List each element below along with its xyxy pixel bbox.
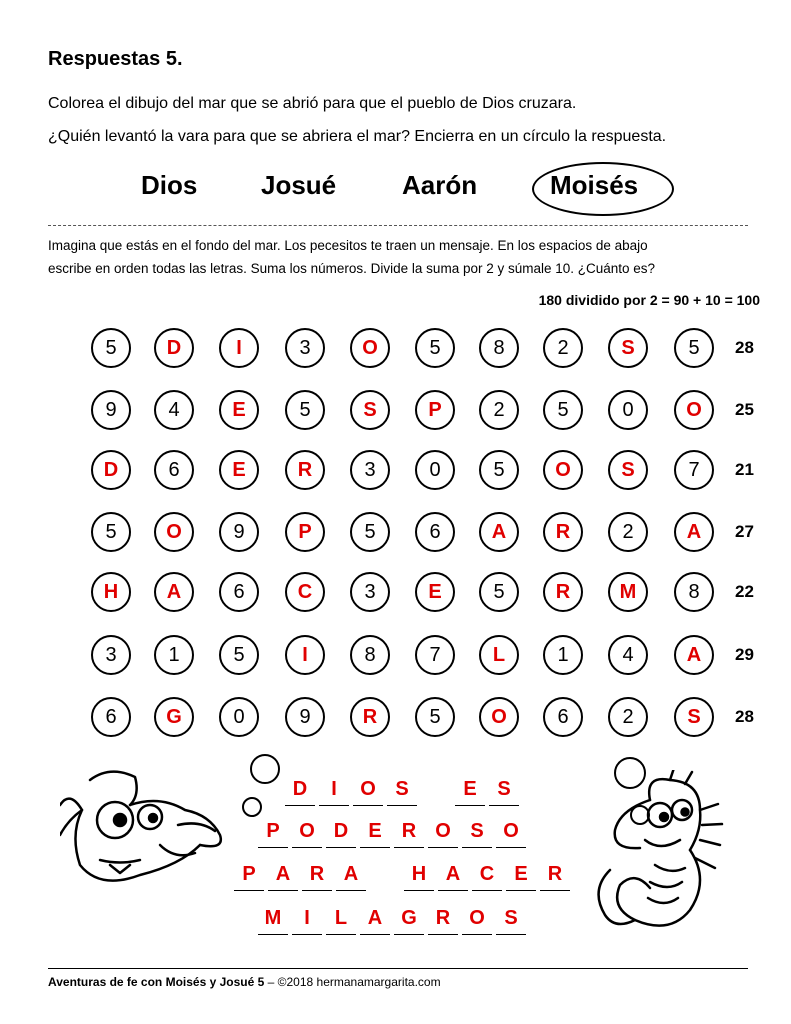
puzzle-instruction-2: escribe en orden todas las letras. Suma los números. Divide la suma por 2 y súmale 10. ¿Cuánto es? — [48, 261, 656, 276]
message-letter[interactable]: S — [460, 820, 494, 843]
grid-letter: S — [674, 697, 714, 737]
grid-number: 2 — [479, 390, 519, 430]
grid-number: 0 — [415, 450, 455, 490]
grid-number: 1 — [154, 635, 194, 675]
grid-letter: O — [674, 390, 714, 430]
grid-number: 5 — [91, 328, 131, 368]
grid-number: 7 — [674, 450, 714, 490]
choice-josue[interactable]: Josué — [261, 170, 337, 200]
grid-number: 6 — [415, 512, 455, 552]
footer-rule — [48, 968, 748, 969]
message-letter[interactable]: R — [392, 820, 426, 843]
row-sum: 29 — [735, 645, 754, 664]
grid-number: 3 — [285, 328, 325, 368]
row-sum: 28 — [735, 707, 754, 726]
message-letter[interactable]: A — [358, 907, 392, 930]
grid-number: 9 — [285, 697, 325, 737]
grid-number: 3 — [91, 635, 131, 675]
grid-number: 3 — [350, 450, 390, 490]
message-letter[interactable]: M — [256, 907, 290, 930]
grid-letter: O — [350, 328, 390, 368]
message-letter[interactable]: L — [324, 907, 358, 930]
grid-letter: R — [350, 697, 390, 737]
grid-letter: I — [219, 328, 259, 368]
grid-number: 7 — [415, 635, 455, 675]
grid-number: 3 — [350, 572, 390, 612]
grid-number: 5 — [479, 572, 519, 612]
message-line — [256, 907, 656, 947]
grid-number: 6 — [219, 572, 259, 612]
message-letter[interactable]: D — [283, 778, 317, 801]
message-letter[interactable]: E — [453, 778, 487, 801]
grid-number: 9 — [219, 512, 259, 552]
grid-letter: E — [219, 450, 259, 490]
message-letter[interactable]: D — [324, 820, 358, 843]
grid-letter: M — [608, 572, 648, 612]
grid-number: 5 — [415, 697, 455, 737]
grid-letter: G — [154, 697, 194, 737]
message-letter[interactable]: S — [494, 907, 528, 930]
message-letter[interactable]: R — [426, 907, 460, 930]
message-letter[interactable]: E — [358, 820, 392, 843]
message-line — [256, 820, 656, 860]
grid-number: 6 — [543, 697, 583, 737]
grid-number: 2 — [608, 697, 648, 737]
grid-letter: A — [154, 572, 194, 612]
grid-letter: S — [608, 450, 648, 490]
grid-letter: E — [219, 390, 259, 430]
choice-moises[interactable]: Moisés — [550, 170, 639, 200]
grid-letter: C — [285, 572, 325, 612]
message-letter[interactable]: I — [290, 907, 324, 930]
message-letter[interactable]: O — [460, 907, 494, 930]
grid-number: 0 — [608, 390, 648, 430]
grid-letter: L — [479, 635, 519, 675]
grid-letter: O — [479, 697, 519, 737]
grid-letter: D — [91, 450, 131, 490]
grid-number: 5 — [219, 635, 259, 675]
fish-illustration — [60, 765, 240, 895]
message-letter[interactable]: C — [470, 863, 504, 886]
grid-letter: S — [350, 390, 390, 430]
message-letter[interactable]: P — [256, 820, 290, 843]
message-letter[interactable]: O — [494, 820, 528, 843]
footer-credit: – ©2018 hermanamargarita.com — [264, 975, 441, 989]
grid-letter: A — [479, 512, 519, 552]
message-letter[interactable]: A — [334, 863, 368, 886]
grid-number: 9 — [91, 390, 131, 430]
grid-number: 2 — [608, 512, 648, 552]
grid-number: 2 — [543, 328, 583, 368]
footer — [48, 975, 441, 989]
grid-number: 5 — [479, 450, 519, 490]
grid-number: 5 — [350, 512, 390, 552]
grid-number: 6 — [154, 450, 194, 490]
choice-dios[interactable]: Dios — [141, 170, 198, 200]
grid-number: 8 — [479, 328, 519, 368]
grid-number: 1 — [543, 635, 583, 675]
grid-letter: P — [415, 390, 455, 430]
grid-number: 5 — [415, 328, 455, 368]
grid-number: 6 — [91, 697, 131, 737]
message-letter[interactable]: H — [402, 863, 436, 886]
message-letter[interactable]: R — [300, 863, 334, 886]
grid-letter: S — [608, 328, 648, 368]
grid-number: 8 — [674, 572, 714, 612]
message-letter[interactable]: G — [392, 907, 426, 930]
instruction-circle: ¿Quién levantó la vara para que se abriera el mar? Encierra en un círculo la respuesta. — [48, 128, 667, 145]
grid-letter: R — [543, 512, 583, 552]
grid-number: 4 — [608, 635, 648, 675]
row-sum: 27 — [735, 522, 754, 541]
instruction-color: Colorea el dibujo del mar que se abrió para que el pueblo de Dios cruzara. — [48, 95, 577, 112]
message-letter[interactable]: S — [487, 778, 521, 801]
grid-letter: A — [674, 635, 714, 675]
row-sum: 22 — [735, 582, 754, 601]
message-letter[interactable]: S — [385, 778, 419, 801]
grid-letter: H — [91, 572, 131, 612]
grid-number: 5 — [285, 390, 325, 430]
row-sum: 28 — [735, 338, 754, 357]
message-letter[interactable]: O — [290, 820, 324, 843]
row-sum: 25 — [735, 400, 754, 419]
grid-letter: R — [543, 572, 583, 612]
grid-letter: O — [543, 450, 583, 490]
grid-letter: I — [285, 635, 325, 675]
grid-number: 0 — [219, 697, 259, 737]
grid-number: 8 — [350, 635, 390, 675]
message-letter[interactable]: A — [436, 863, 470, 886]
message-letter[interactable]: A — [266, 863, 300, 886]
message-letter[interactable]: O — [351, 778, 385, 801]
grid-number: 5 — [543, 390, 583, 430]
grid-letter: E — [415, 572, 455, 612]
message-letter[interactable]: I — [317, 778, 351, 801]
row-sum: 21 — [735, 460, 754, 479]
message-line — [283, 778, 683, 818]
grid-number: 5 — [674, 328, 714, 368]
choice-aaron[interactable]: Aarón — [402, 170, 478, 200]
message-letter[interactable]: O — [426, 820, 460, 843]
grid-number: 4 — [154, 390, 194, 430]
message-letter[interactable]: E — [504, 863, 538, 886]
grid-letter: A — [674, 512, 714, 552]
footer-title: Aventuras de fe con Moisés y Josué 5 — [48, 975, 265, 989]
grid-letter: D — [154, 328, 194, 368]
grid-letter: P — [285, 512, 325, 552]
page-title: Respuestas 5. — [48, 48, 183, 70]
grid-letter: O — [154, 512, 194, 552]
puzzle-instruction-1: Imagina que estás en el fondo del mar. Los pecesitos te traen un mensaje. En los espacios de abajo — [48, 238, 648, 253]
message-letter[interactable]: P — [232, 863, 266, 886]
math-answer: 180 dividido por 2 = 90 + 10 = 100 — [538, 292, 760, 308]
grid-letter: R — [285, 450, 325, 490]
message-line — [232, 863, 632, 903]
message-letter[interactable]: R — [538, 863, 572, 886]
grid-number: 5 — [91, 512, 131, 552]
